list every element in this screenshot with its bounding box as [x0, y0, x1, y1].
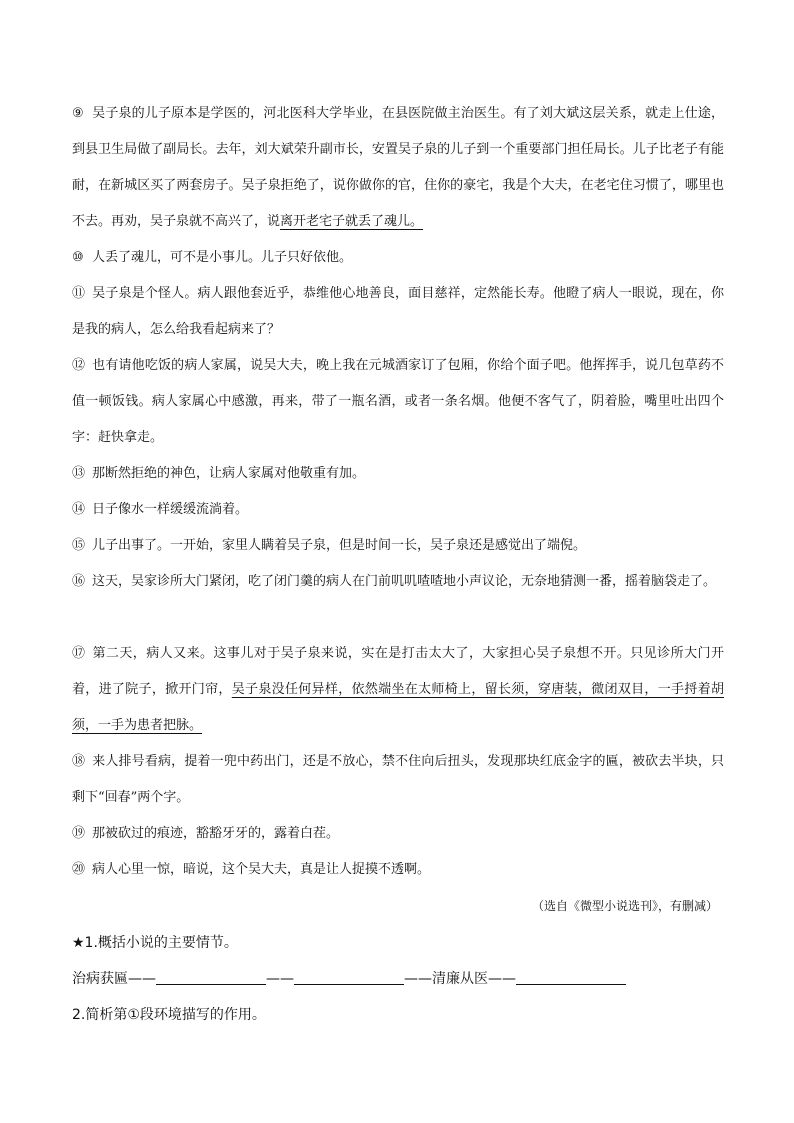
paragraph-text: 这天，吴家诊所大门紧闭，吃了闭门羹的病人在门前叽叽喳喳地小声议论，无奈地猜测一番，摇着脑袋走了。: [92, 574, 717, 589]
paragraph-text: 那断然拒绝的神色，让病人家属对他敬重有加。: [92, 466, 366, 481]
paragraph-text: 吴子泉的儿子原本是学医的，河北医科大学毕业，在县医院做主治医生。有了刘大斌这层关系，就走上仕途，到县卫生局做了副局长。去年，刘大斌荣升副市长，安置吴子泉的儿子到一个重要部门担任局长。儿子比老子有能耐，在新城区买了两套房子。吴子泉拒绝了，说你做你的官，住你的豪宅，我是个大夫，在老宅住习惯了，哪里也不去。再劝，吴子泉就不高兴了，说: [72, 106, 724, 229]
paragraph-number: ⑲: [72, 826, 86, 841]
paragraph-text: 人丢了魂儿，可不是小事儿。儿子只好依他。: [92, 250, 353, 265]
paragraph-10: [72, 240, 724, 276]
paragraph-14: [72, 492, 724, 528]
paragraph-11: [72, 276, 724, 348]
paragraph-13: [72, 456, 724, 492]
paragraph-number: ⑮: [72, 538, 86, 553]
paragraph-number: ⑱: [72, 754, 86, 769]
paragraph-text: 也有请他吃饭的病人家属，说吴大夫，晚上我在元城酒家订了包厢，你给个面子吧。他挥挥手，说几包草药不值一顿饭钱。病人家属心中感激，再来，带了一瓶名酒，或者一条名烟。他便不客气了，阴着脸，嘴里吐出四个字：赶快拿走。: [72, 358, 724, 445]
source-citation: （选自《微型小说选刊》，有删减）: [531, 899, 718, 913]
paragraph-number: ⑯: [72, 574, 86, 589]
paragraph-number: ⑫: [72, 358, 86, 373]
paragraph-15: [72, 528, 724, 564]
paragraph-text: 那被砍过的痕迹，豁豁牙牙的，露着白茬。: [92, 826, 340, 841]
paragraph-text: 日子像水一样缓缓流淌着。: [92, 502, 249, 517]
plot-start-text: 治病获匾——: [72, 971, 156, 987]
paragraph-number: ⑳: [72, 862, 86, 877]
paragraph-20: [72, 852, 724, 888]
paragraph-text: 第二天，病人又来。这事儿对于吴子泉来说，实在是打击太大了，大家担心吴子泉想不开。只见诊所大门开着，进了院子，掀开门帘，: [72, 646, 724, 697]
underlined-sentence: 离开老宅子就丢了魂儿。: [280, 214, 424, 229]
paragraph-18: [72, 744, 724, 816]
plot-dash: ——: [266, 971, 294, 987]
paragraph-12: [72, 348, 724, 456]
paragraph-9: [72, 96, 724, 240]
underlined-sentence: 吴子泉没任何异样，依然端坐在太师椅上，留长须，穿唐装，微闭双目，一手捋着胡须，一手为患者把脉。: [72, 682, 724, 733]
answer-blank-1[interactable]: [156, 970, 266, 985]
paragraph-16: [72, 564, 724, 600]
paragraph-text: 病人心里一惊，暗说，这个吴大夫，真是让人捉摸不透啊。: [92, 862, 431, 877]
paragraph-number: ⑩: [72, 250, 84, 265]
plot-mid-text: ——清廉从医——: [404, 971, 516, 987]
paragraph-17: [72, 636, 724, 744]
paragraph-text: 儿子出事了。一开始，家里人瞒着吴子泉，但是时间一长，吴子泉还是感觉出了端倪。: [92, 538, 587, 553]
paragraph-number: ⑭: [72, 502, 86, 517]
question-2-title: 2.简析第①段环境描写的作用。: [72, 1007, 266, 1023]
question-1-plot-line: [72, 968, 626, 990]
paragraph-text: 来人排号看病，提着一兜中药出门，还是不放心，禁不住向后扭头，发现那块红底金字的匾，被砍去半块，只剩下“回春”两个字。: [72, 754, 724, 805]
paragraph-number: ⑬: [72, 466, 86, 481]
question-1-title: ★1.概括小说的主要情节。: [72, 935, 238, 951]
paragraph-number: ⑰: [72, 646, 86, 661]
answer-blank-3[interactable]: [516, 970, 626, 985]
paragraph-text: 吴子泉是个怪人。病人跟他套近乎，恭维他心地善良，面目慈祥，定然能长寿。他瞪了病人一眼说，现在，你是我的病人，怎么给我看起病来了？: [72, 286, 724, 337]
paragraph-19: [72, 816, 724, 852]
paragraph-number: ⑪: [72, 286, 86, 301]
paragraph-number: ⑨: [72, 106, 84, 121]
answer-blank-2[interactable]: [294, 970, 404, 985]
